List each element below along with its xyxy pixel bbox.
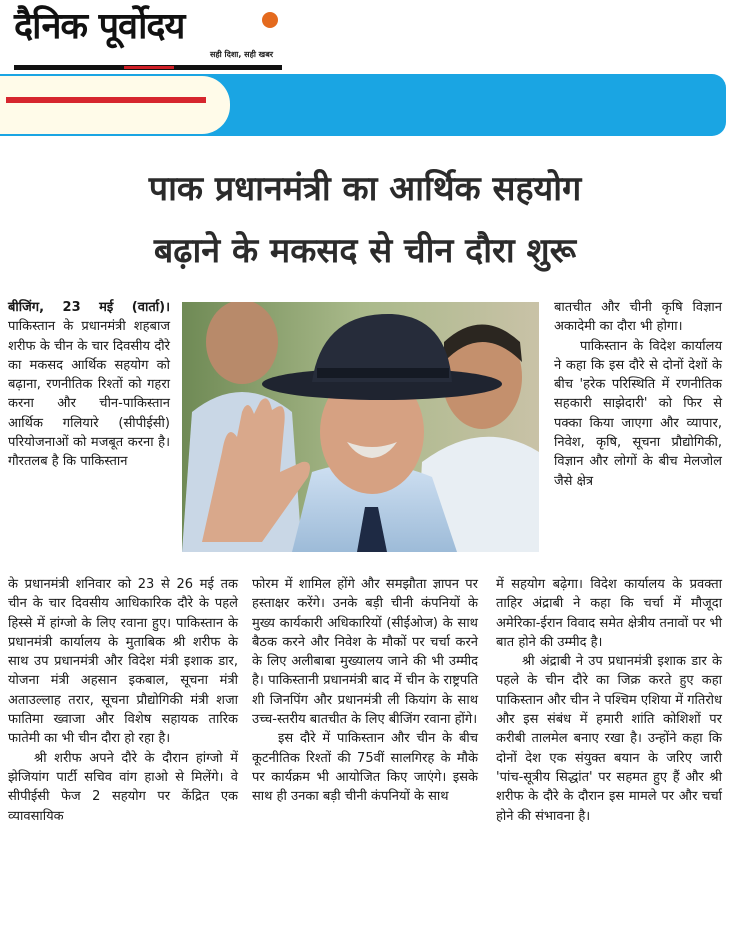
- column-1-bottom: [8, 575, 238, 826]
- article-headline: [0, 158, 730, 282]
- logo-dot-icon: [262, 12, 278, 28]
- column-3-paragraph-2: श्री अंद्राबी ने उप प्रधानमंत्री इशाक डार के पहले के चीन दौरे का जिक्र करते हुए कहा पाकिस्तान और चीन ने पश्चिम एशिया में गतिरोध और इस संबंध में हमारी शांति कोशिशों पर करीबी तालमेल बनाए रखा है। उन्होंने कहा कि दोनों देश एक संयुक्त बयान के जरिए जारी 'पांच-सूत्रीय सिद्धांत' पर सहमत हुए हैं और श्री शरीफ के दौरे के दौरान इस मामले पर और चर्चा होने की संभावना है।: [496, 654, 722, 824]
- column-3-paragraph-1: में सहयोग बढ़ेगा। विदेश कार्यालय के प्रवक्ता ताहिर अंद्राबी ने कहा कि चर्चा में मौजूदा अमेरिका-ईरान विवाद समेत क्षेत्रीय तनावों पर भी बात होने की उम्मीद है।: [496, 577, 722, 650]
- column-2: [252, 575, 478, 807]
- newspaper-logo: दैनिक पूर्वोदय: [14, 6, 185, 47]
- column-3-bottom: [496, 575, 722, 826]
- column-1-top: [8, 298, 170, 472]
- photo-prime-minister-waving: [182, 302, 539, 552]
- header-red-line: [6, 97, 206, 103]
- column-2-paragraph-1: फोरम में शामिल होंगे और समझौता ज्ञापन पर हस्ताक्षर करेंगे। उनके बड़ी चीनी कंपनियों के मुख्य कार्यकारी अधिकारियों (सीईओज) के साथ बैठक करने और निवेश के मौकों पर चर्चा करने के लिए अलीबाबा मुख्यालय जाने की भी उम्मीद है। पाकिस्तानी प्रधानमंत्री बाद में चीन के राष्ट्रपति शी जिनपिंग और प्रधानमंत्री ली कियांग के साथ उच्च-स्तरीय बातचीत के लिए बीजिंग रवाना होंगे।: [252, 577, 478, 728]
- dateline: बीजिंग, 23 मई (वार्ता)।: [8, 300, 170, 315]
- column-2-paragraph-2: इस दौरे में पाकिस्तान और चीन के बीच कूटनीतिक रिश्तों की 75वीं सालगिरह के मौके पर कार्यक्रम भी आयोजित किए जाएंगे। इसके साथ ही उनका बड़ी चीनी कंपनियों के साथ: [252, 731, 478, 805]
- column-3-top-paragraph-1: बातचीत और चीनी कृषि विज्ञान अकादेमी का दौरा भी होगा।: [554, 300, 722, 335]
- column-3-top-paragraph-2: पाकिस्तान के विदेश कार्यालय ने कहा कि इस दौरे से दोनों देशों के बीच 'हरेक परिस्थिति में रणनीतिक सहकारी साझेदारी' को फिर से पक्का किया जाएगा और व्यापार, निवेश, कृषि, सूचना प्रौद्योगिकी, विज्ञान और लोगों के बीच मेलजोल जैसे क्षेत्र: [554, 338, 722, 489]
- column-1-paragraph-2: श्री शरीफ अपने दौरे के दौरान हांग्जो में झेजियांग पार्टी सचिव वांग हाओ से मिलेंगे। वे सीपीईसी फेज 2 सहयोग पर केंद्रित एक व्यावसायिक: [8, 750, 238, 824]
- article-photo: [182, 302, 539, 552]
- logo-underline-accent: [124, 66, 174, 69]
- header-banner: [196, 74, 726, 136]
- column-1-paragraph-1: के प्रधानमंत्री शनिवार को 23 से 26 मई तक चीन के चार दिवसीय आधिकारिक दौरे के पहले हिस्से में हांग्जो के लिए रवाना हुए। पाकिस्तान के प्रधानमंत्री कार्यालय के मुताबिक श्री शरीफ के साथ उप प्रधानमंत्री और विदेश मंत्री इशाक डार, योजना मंत्री अहसान इकबाल, सूचना मंत्री अताउल्लाह तरार, सूचना प्रौद्योगिकी मंत्री शजा फातिमा ख्वाजा और विशेष सहायक तारिक फातेमी का भी चीन दौरा हो रहा है।: [8, 577, 238, 747]
- headline-line-1: पाक प्रधानमंत्री का आर्थिक सहयोग: [148, 169, 582, 209]
- header-banner-tab: [0, 74, 232, 136]
- masthead: [0, 0, 730, 72]
- column-3-top: [554, 298, 722, 491]
- column-1-top-text: पाकिस्तान के प्रधानमंत्री शहबाज शरीफ के चीन के चार दिवसीय दौरे का मकसद आर्थिक सहयोग को बढ़ाना, रणनीतिक रिश्तों को गहरा करना और चीन-पाकिस्तान आर्थिक गलियारे (सीपीईसी) परियोजनाओं को मजबूत करना है। गौरतलब है कि पाकिस्तान: [8, 319, 170, 470]
- headline-line-2: बढ़ाने के मकसद से चीन दौरा शुरू: [153, 231, 577, 271]
- tagline: सही दिशा, सही खबर: [210, 50, 274, 59]
